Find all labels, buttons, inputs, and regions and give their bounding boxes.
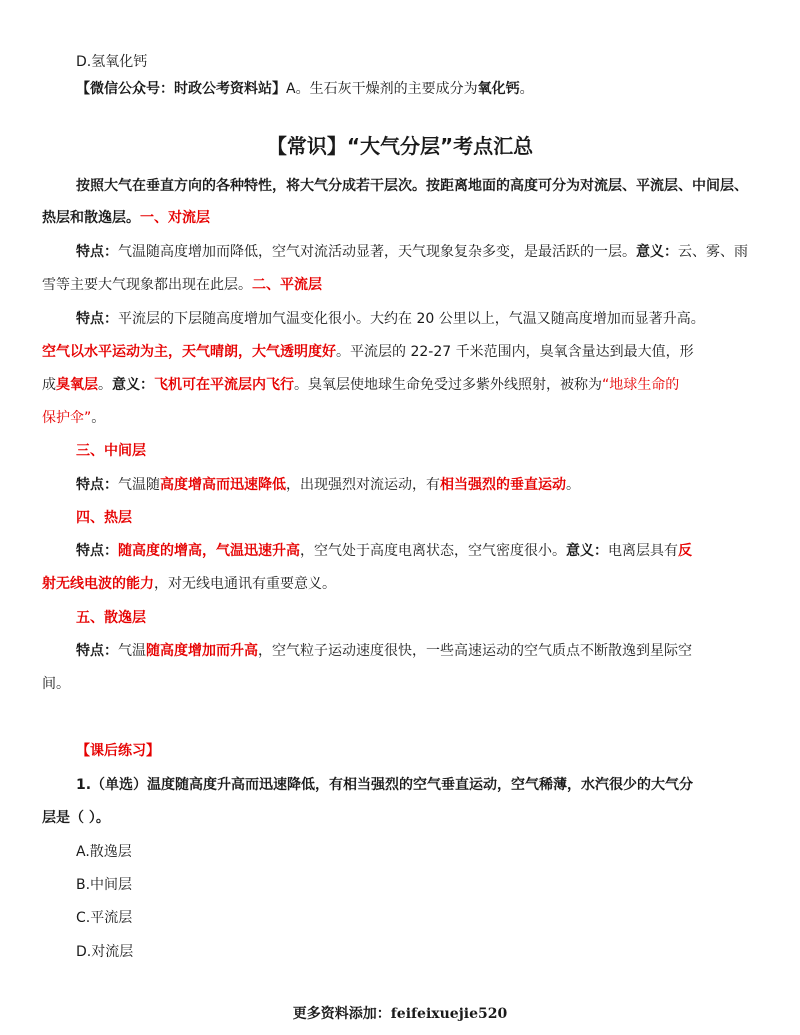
thermosphere-highlight-2b: 射无线电波的能力: [42, 576, 154, 592]
answer-label: 【微信公众号：时政公考资料站】: [76, 81, 286, 97]
exosphere-highlight-1: 随高度增加而升高: [146, 643, 258, 659]
mesosphere-highlight-2: 相当强烈的垂直运动: [440, 477, 566, 493]
prev-option-d: D.氢氧化钙: [76, 54, 148, 70]
feature-label: 特点：: [76, 477, 118, 493]
troposphere-line-1: [76, 242, 748, 262]
exosphere-line-2: 间。: [42, 676, 70, 692]
mesosphere-line-1: [76, 475, 580, 495]
stratosphere-line-2: [42, 342, 694, 362]
thermosphere-text-1: ，空气处于高度电离状态，空气密度很小。: [300, 543, 566, 559]
answer-text: A。生石灰干燥剂的主要成分为: [286, 81, 478, 97]
option-a[interactable]: A.散逸层: [76, 844, 132, 860]
question-line-1: 1.（单选）温度随高度升高而迅速降低，有相当强烈的空气垂直运动，空气稀薄，水汽很少的大气分: [76, 777, 694, 793]
intro-text: 热层和散逸层。: [42, 210, 140, 226]
heading-stratosphere: 二、平流层: [252, 277, 322, 293]
feature-label: 特点：: [76, 543, 118, 559]
stratosphere-text-3b: 。: [98, 377, 112, 393]
stratosphere-highlight-1: 空气以水平运动为主，天气晴朗，大气透明度好: [42, 344, 336, 360]
stratosphere-line-3: [42, 375, 679, 395]
meaning-text: 云、雾、雨: [678, 244, 748, 260]
thermosphere-highlight-2a: 反: [678, 543, 692, 559]
exercise-heading: 【课后练习】: [76, 743, 160, 759]
stratosphere-quote-2: 保护伞”: [42, 410, 92, 426]
prev-answer: [76, 79, 534, 99]
stratosphere-highlight-3: 飞机可在平流层内飞行: [154, 377, 294, 393]
question-line-2: 层是（ ）。: [42, 810, 110, 826]
stratosphere-text-4: 。: [91, 410, 106, 426]
thermosphere-text-3: ，对无线电通讯有重要意义。: [154, 576, 336, 592]
heading-mesosphere: 三、中间层: [76, 443, 146, 459]
stratosphere-text-2: 。平流层的 22-27 千米范围内，臭氧含量达到最大值，形: [336, 344, 694, 360]
thermosphere-highlight-1: 随高度的增高，气温迅速升高: [118, 543, 300, 559]
option-c[interactable]: C.平流层: [76, 910, 133, 926]
stratosphere-line-1: [76, 309, 705, 329]
meaning-label: 意义：: [566, 543, 608, 559]
heading-exosphere: 五、散逸层: [76, 610, 146, 626]
option-d[interactable]: D.对流层: [76, 944, 134, 960]
meaning-label: 意义：: [112, 377, 154, 393]
mesosphere-highlight-1: 高度增高而迅速降低: [160, 477, 286, 493]
heading-thermosphere: 四、热层: [76, 510, 132, 526]
mesosphere-text-3: 。: [566, 477, 580, 493]
answer-end: 。: [519, 81, 534, 97]
stratosphere-line-4: [42, 408, 105, 428]
feature-label: 特点：: [76, 311, 118, 327]
footer-note: 更多资料添加：feifeixuejie520: [292, 1006, 508, 1022]
answer-bold: 氧化钙: [477, 81, 520, 97]
mesosphere-text-2: ，出现强烈对流运动，有: [286, 477, 440, 493]
meaning-text-cont: 雪等主要大气现象都出现在此层。: [42, 277, 252, 293]
stratosphere-text-3a: 成: [42, 377, 56, 393]
stratosphere-text-3c: 。臭氧层使地球生命免受过多紫外线照射，被称为: [294, 377, 602, 393]
exosphere-text-2: ，空气粒子运动速度很快，一些高速运动的空气质点不断散逸到星际空: [258, 643, 692, 659]
meaning-label: 意义：: [636, 244, 678, 260]
page-title: 【常识】“大气分层”考点汇总: [266, 134, 534, 158]
thermosphere-line-1: [76, 541, 692, 561]
option-b[interactable]: B.中间层: [76, 877, 133, 893]
intro-line-2: [42, 208, 210, 228]
exosphere-line-1: [76, 641, 692, 661]
feature-label: 特点：: [76, 244, 118, 260]
intro-line-1: 按照大气在垂直方向的各种特性，将大气分成若干层次。按距离地面的高度可分为对流层、平流层、中间层、: [76, 178, 748, 194]
exosphere-text-1: 气温: [118, 643, 146, 659]
thermosphere-text-2: 电离层具有: [608, 543, 678, 559]
ozone-layer: 臭氧层: [56, 377, 98, 393]
troposphere-line-2: [42, 275, 322, 295]
feature-label: 特点：: [76, 643, 118, 659]
mesosphere-text-1: 气温随: [118, 477, 160, 493]
feature-text: 平流层的下层随高度增加气温变化很小。大约在 20 公里以上，气温又随高度增加而显著升高。: [118, 311, 705, 327]
feature-text: 气温随高度增加而降低，空气对流活动显著，天气现象复杂多变，是最活跃的一层。: [118, 244, 636, 260]
heading-troposphere: 一、对流层: [140, 210, 210, 226]
thermosphere-line-2: [42, 574, 336, 594]
stratosphere-quote-1: “地球生命的: [602, 377, 680, 393]
